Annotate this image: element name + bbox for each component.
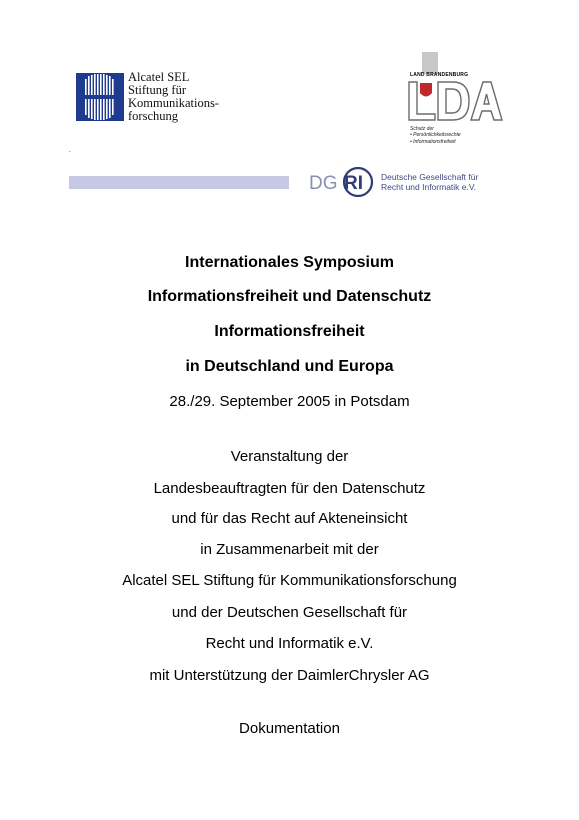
dgri-logo-icon: [308, 167, 376, 197]
lda-sub-2: • Persönlichkeitsrechte: [410, 132, 461, 139]
organizer-line-3: und für das Recht auf Akteneinsicht: [171, 510, 408, 527]
alcatel-logo-text: [128, 71, 268, 123]
alcatel-line-1: Alcatel SEL: [128, 70, 190, 84]
lda-logo-icon: [407, 80, 503, 122]
organizer-line-4: in Zusammenarbeit mit der: [200, 541, 379, 558]
event-date: 28./29. September 2005 in Potsdam: [169, 393, 410, 410]
lda-letters-text: LDA: [407, 80, 409, 81]
title-line-4: in Deutschland und Europa: [185, 358, 394, 375]
organizer-line-1: Veranstaltung der: [230, 448, 349, 465]
lda-land-label: LAND BRANDENBURG: [410, 72, 469, 78]
dgri-logo-text: [381, 172, 478, 192]
lda-logo-bar: [422, 52, 438, 74]
alcatel-line-4: forschung: [128, 109, 178, 123]
lda-subtext: [410, 126, 461, 145]
organizer-line-8: mit Unterstützung der DaimlerChrysler AG: [149, 667, 430, 684]
title-line-1: Internationales Symposium: [185, 254, 394, 271]
decorative-bar: [69, 176, 289, 189]
organizer-line-5: Alcatel SEL Stiftung für Kommunikationsforschung: [122, 572, 457, 589]
svg-text:RI: RI: [344, 173, 363, 194]
alcatel-logo-icon: [76, 73, 124, 121]
dgri-line-1: Deutsche Gesellschaft für: [381, 172, 479, 182]
lda-sub-3: • Informationsfreiheit: [410, 138, 456, 145]
title-line-2: Informationsfreiheit und Datenschutz: [147, 288, 432, 305]
organizer-line-6: und der Deutschen Gesellschaft für: [171, 604, 408, 621]
organizer-line-7: Recht und Informatik e.V.: [205, 635, 374, 652]
stray-dot: .: [69, 148, 71, 154]
organizer-line-2: Landesbeauftragten für den Datenschutz: [153, 480, 426, 497]
alcatel-line-2: Stiftung für: [128, 83, 186, 97]
svg-text:DG: DG: [309, 173, 338, 194]
documentation-label: Dokumentation: [239, 720, 340, 737]
title-line-3: Informationsfreiheit: [214, 323, 365, 340]
dgri-line-2: Recht und Informatik e.V.: [381, 182, 477, 192]
alcatel-line-3: Kommunikations-: [128, 96, 219, 110]
lda-sub-1: Schutz der: [410, 126, 434, 132]
